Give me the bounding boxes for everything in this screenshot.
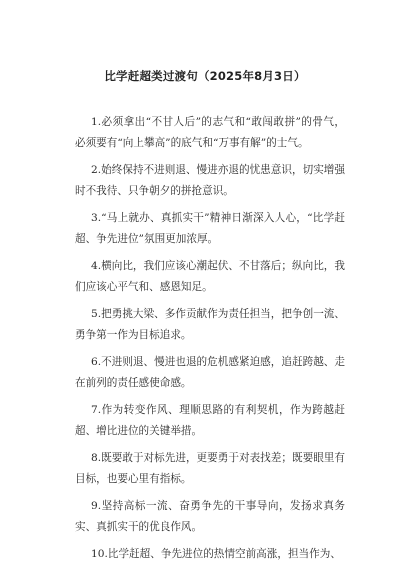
paragraph-3: 3.“马上就办、真抓实干”精神日渐深入人心，“比学赶超、争先进位”氛围更加浓厚。 [75, 212, 345, 245]
paragraph-10: 10.比学赶超、争先进位的热情空前高涨，担当作为、 [91, 548, 341, 560]
paragraph-1: 1.必须拿出“不甘人后”的志气和“敢闯敢拼”的骨气，必须要有“向上攀高”的底气和“万事有解”的士气。 [75, 116, 345, 149]
paragraph-7: 7.作为转变作风、理顺思路的有利契机，作为跨越赶超、增比进位的关键举措。 [75, 404, 345, 437]
document-body [75, 112, 345, 571]
paragraph-5: 5.把勇挑大梁、多作贡献作为责任担当，把争创一流、勇争第一作为目标追求。 [75, 308, 345, 341]
paragraph-4: 4.横向比，我们应该心潮起伏、不甘落后；纵向比，我们应该心平气和、感恩知足。 [75, 260, 345, 293]
document-title: 比学赶超类过渡句（2025年8月3日） [104, 69, 306, 83]
paragraph-8: 8.既要敢于对标先进，更要勇于对表找差；既要眼里有目标，也要心里有指标。 [75, 452, 345, 485]
paragraph-6: 6.不进则退、慢进也退的危机感紧迫感，追赶跨越、走在前列的责任感使命感。 [75, 356, 345, 389]
paragraph-2: 2.始终保持不进则退、慢进亦退的忧患意识，切实增强时不我待、只争朝夕的拼抢意识。 [75, 164, 345, 197]
paragraph-9: 9.坚持高标一流、奋勇争先的干事导向，发扬求真务实、真抓实干的优良作风。 [75, 500, 345, 533]
